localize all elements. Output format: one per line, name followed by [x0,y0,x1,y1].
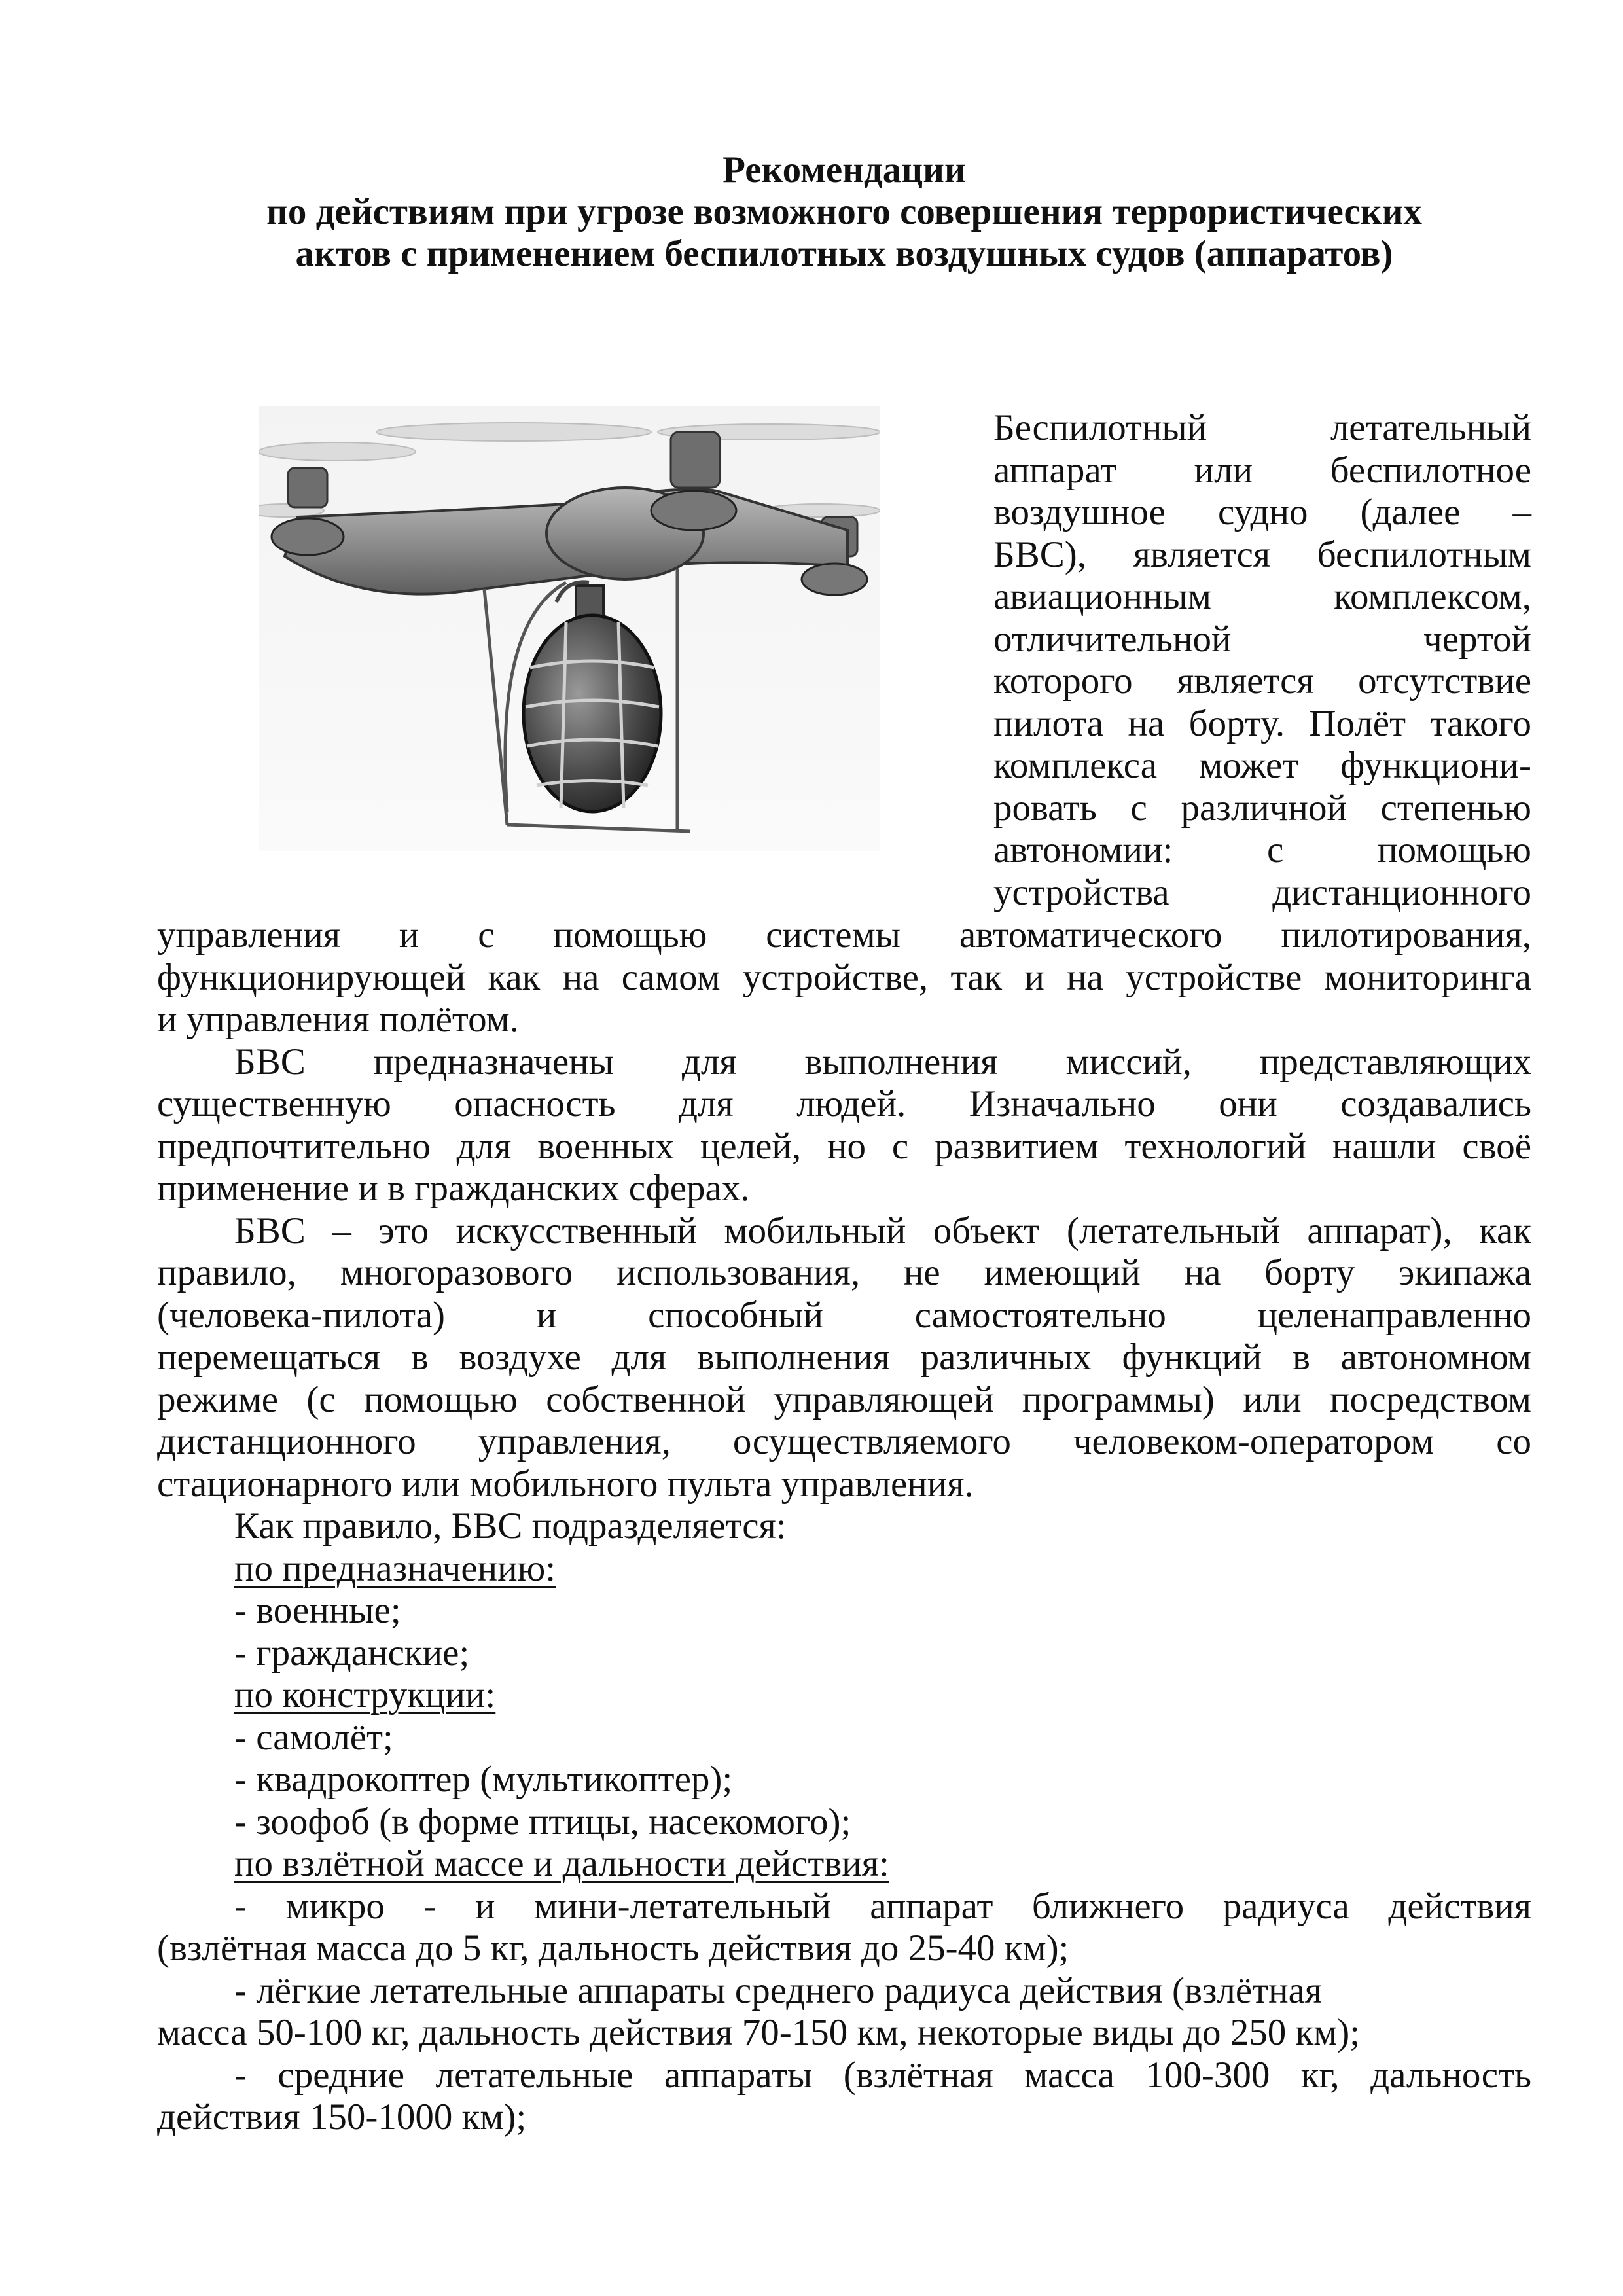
side-line: отличительной чертой [993,618,1531,660]
side-line: пилота на борту. Полёт такого [993,702,1531,744]
side-line: авиационным комплексом, [993,576,1531,617]
title-line-1: Рекомендации [722,149,966,190]
side-line: ровать с различной степенью [993,787,1531,829]
side-line: которого является отсутствие [993,660,1531,702]
classification-heading-design [157,1674,1531,1717]
paragraph-line: применение и в гражданских сферах. [157,1168,750,1209]
list-item: - военные; [234,1590,401,1631]
heading-text: по взлётной массе и дальности действия: [234,1843,889,1884]
side-line: аппарат или беспилотное [993,449,1531,491]
intro-side-paragraph [993,407,1531,914]
list-item: - самолёт; [234,1716,393,1758]
document-title [157,149,1531,275]
title-line-2: по действиям при угрозе возможного совершения террористических [266,191,1422,232]
heading-text: по конструкции: [234,1674,496,1715]
paragraph-line: правило, многоразового использования, не имеющий на борту экипажа [157,1252,1531,1293]
paragraph-line: существенную опасность для людей. Изначально они создавались [157,1083,1531,1124]
list-item: - микро - и мини-летательный аппарат ближнего радиуса действия [234,1885,1531,1927]
classification-intro: Как правило, БВС подразделяется: [234,1505,787,1547]
paragraph-line: перемещаться в воздухе для выполнения различных функций в автономном [157,1336,1531,1378]
heading-text: по предназначению: [234,1547,556,1589]
list-item-continuation: масса 50-100 кг, дальность действия 70-150 км, некоторые виды до 250 км); [157,2012,1361,2053]
document-body [157,914,1531,2139]
side-line: автономии: с помощью [993,829,1531,870]
side-line: устройства дистанционного [993,871,1531,913]
paragraph-line: предпочтительно для военных целей, но с развитием технологий нашли своё [157,1125,1531,1167]
side-line: комплекса может функциони- [993,745,1531,786]
title-line-3: актов с применением беспилотных воздушных судов (аппаратов) [295,233,1393,274]
paragraph-line: БВС предназначены для выполнения миссий, представляющих [234,1041,1531,1083]
list-item-continuation: (взлётная масса до 5 кг, дальность действия до 25-40 км); [157,1928,1069,1969]
side-line: БВС), является беспилотным [993,533,1531,575]
list-item: - зоофоб (в форме птицы, насекомого); [234,1801,851,1842]
paragraph-line: управления и с помощью системы автоматического пилотирования, [157,914,1531,956]
drone-with-grenade-image [259,406,880,851]
list-item: - гражданские; [234,1632,470,1674]
classification-heading-mass [157,1843,1531,1886]
paragraph-line: БВС – это искусственный мобильный объект (летательный аппарат), как [234,1210,1531,1251]
side-line: воздушное судно (далее – [993,492,1531,533]
paragraph-line: режиме (с помощью собственной управляющей программы) или посредством [157,1378,1531,1420]
list-item: - лёгкие летательные аппараты среднего радиуса действия (взлётная [234,1969,1323,2011]
list-item-continuation: действия 150-1000 км); [157,2096,527,2138]
paragraph-line: стационарного или мобильного пульта управления. [157,1463,974,1505]
list-item: - квадрокоптер (мультикоптер); [234,1759,733,1800]
list-item: - средние летательные аппараты (взлётная масса 100-300 кг, дальность [234,2054,1531,2096]
paragraph-line: (человека-пилота) и способный самостоятельно целенаправленно [157,1294,1531,1336]
classification-heading-purpose [157,1548,1531,1590]
paragraph-line: и управления полётом. [157,999,519,1040]
paragraph-line: дистанционного управления, осуществляемого человеком-оператором со [157,1421,1531,1462]
side-line: Беспилотный летательный [993,407,1531,448]
paragraph-line: функционирующей как на самом устройстве, так и на устройстве мониторинга [157,956,1531,998]
